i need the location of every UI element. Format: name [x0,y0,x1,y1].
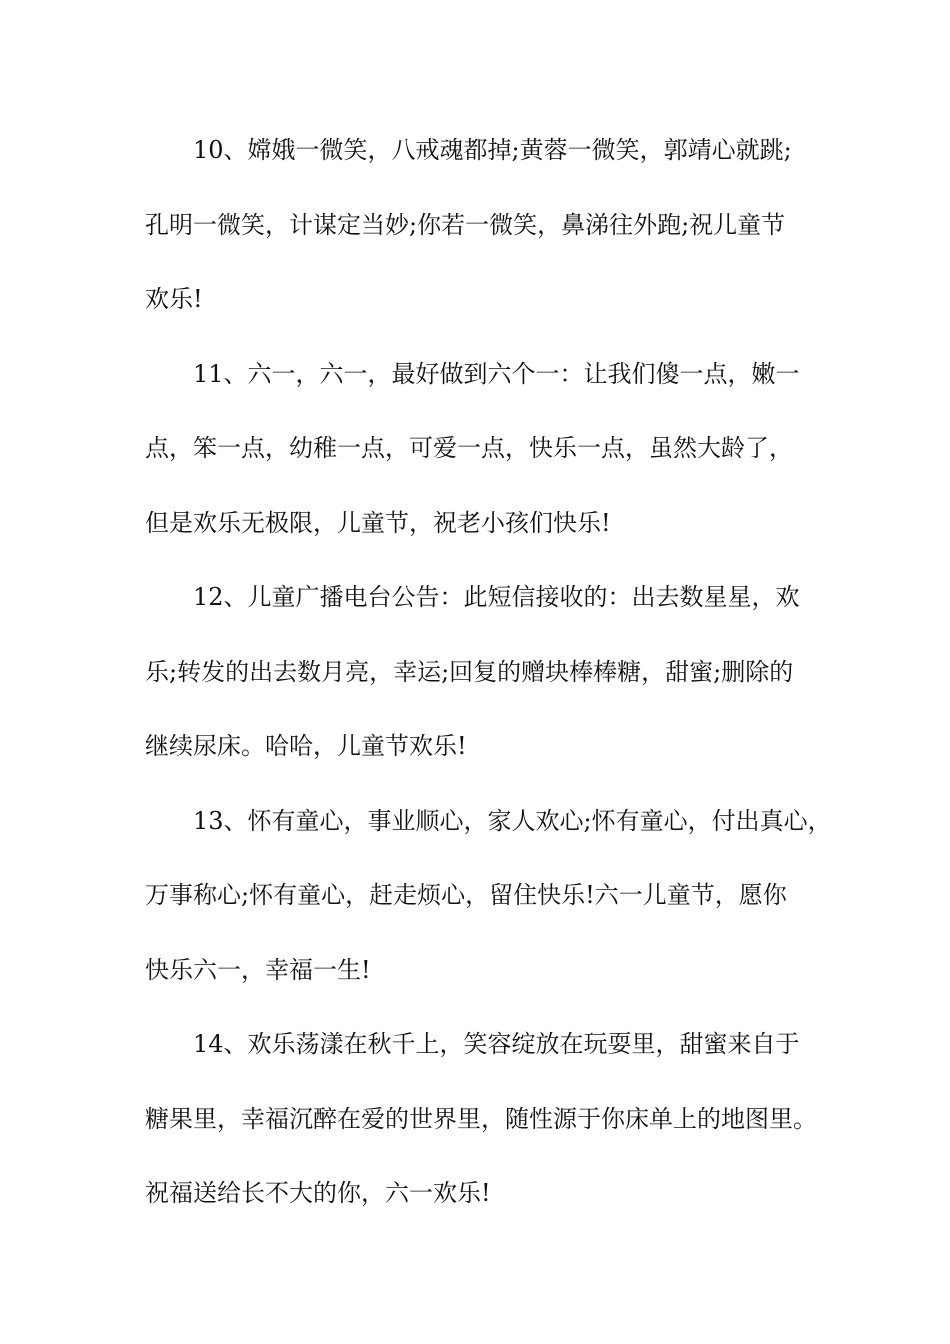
paragraph-10 [145,113,815,337]
paragraph-line: 欢乐! [145,285,203,313]
paragraph-11 [145,337,815,561]
paragraph-line: 祝福送给长不大的你，六一欢乐! [145,1179,491,1207]
paragraph-line: 但是欢乐无极限，儿童节，祝老小孩们快乐! [145,508,611,537]
paragraph-line: 乐;转发的出去数月亮，幸运;回复的赠块棒棒糖，甜蜜;删除的 [145,657,794,686]
paragraph-line: 继续尿床。哈哈，儿童节欢乐! [145,732,467,760]
paragraph-line: 万事称心;怀有童心，赶走烦心，留住快乐!六一儿童节，愿你 [145,881,787,909]
paragraph-14 [145,1007,815,1231]
paragraph-line: 14、欢乐荡漾在秋千上，笑容绽放在玩耍里，甜蜜来自于 [193,1030,800,1058]
document-body [145,113,832,1231]
paragraph-line: 糖果里，幸福沉醉在爱的世界里，随性源于你床单上的地图里。 [145,1104,817,1133]
paragraph-12 [145,560,815,784]
paragraph-line: 点，笨一点，幼稚一点，可爱一点，快乐一点，虽然大龄了， [145,434,793,462]
paragraph-line: 12、儿童广播电台公告：此短信接收的：出去数星星，欢 [193,583,800,611]
paragraph-line: 快乐六一，幸福一生! [145,955,371,984]
paragraph-line: 10、嫦娥一微笑，八戒魂都掉;黄蓉一微笑，郭靖心就跳; [193,136,792,164]
paragraph-line: 孔明一微笑，计谋定当妙;你若一微笑，鼻涕往外跑;祝儿童节 [145,210,786,239]
paragraph-line: 13、怀有童心，事业顺心，家人欢心;怀有童心，付出真心， [193,806,832,835]
paragraph-line: 11、六一，六一，最好做到六个一：让我们傻一点，嫩一 [193,359,800,388]
paragraph-13 [145,784,832,1008]
